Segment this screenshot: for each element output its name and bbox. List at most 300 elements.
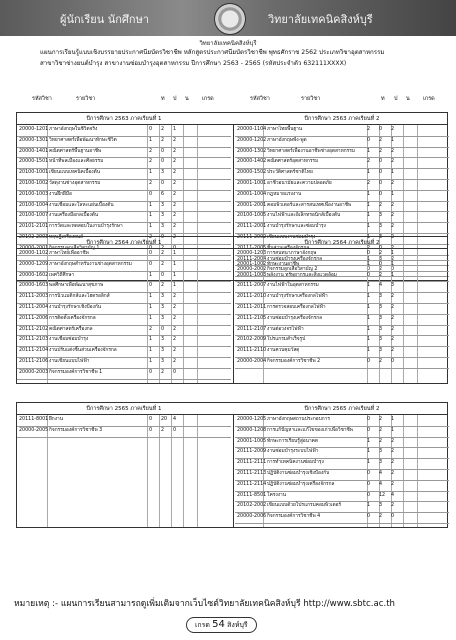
course-name: งานควบคุมวัสดุ <box>267 348 300 354</box>
course-code: 20111-2104 <box>19 348 49 354</box>
course-credits: 1 <box>391 417 395 422</box>
course-credits: 2 <box>391 337 395 343</box>
course-practice-hours: 0 <box>379 261 383 267</box>
course-practice-hours: 2 <box>161 251 165 256</box>
semester-block <box>16 236 448 384</box>
course-row <box>235 157 449 167</box>
course-code: 20100-1005 <box>237 213 267 219</box>
semester-title: ปีการศึกษา 2564 ภาคเรียนที่ 1 <box>86 240 162 246</box>
page-number-badge <box>186 617 257 633</box>
course-theory-hours: 1 <box>367 261 371 267</box>
course-name: งานฝึกฝีมือ <box>49 191 72 197</box>
course-code: 20111-2111 <box>237 460 267 466</box>
course-credits: 2 <box>173 148 177 154</box>
course-name: กิจกรรมองค์การวิชาชีพ 2 <box>267 359 321 364</box>
course-name: ภาษาอังกฤษสถานประกอบการ <box>267 417 330 422</box>
course-row <box>235 325 449 335</box>
course-credits: 4 <box>173 417 177 422</box>
semester-title: ปีการศึกษา 2565 ภาคเรียนที่ 1 <box>86 406 162 412</box>
course-name: ภาษาอังกฤษในชีวิตจริง <box>49 127 98 132</box>
course-theory-hours: 1 <box>367 224 371 230</box>
course-credits: 2 <box>173 315 177 321</box>
course-name: ทักษะการเรียนรู้สู่อนาคต <box>267 438 318 444</box>
semester-title: ปีการศึกษา 2563 ภาคเรียนที่ 1 <box>86 116 162 122</box>
course-row <box>235 147 449 157</box>
course-code: 20101-2101 <box>19 224 49 230</box>
course-code: 20000-1401 <box>19 148 49 154</box>
course-row <box>235 512 449 522</box>
course-row <box>17 157 231 167</box>
course-code: 20111-2114 <box>237 481 267 487</box>
page-suffix: สิงห์บุรี <box>227 621 248 629</box>
course-code: 20000-1208 <box>237 427 267 433</box>
course-practice-hours: 2 <box>379 272 383 278</box>
course-code: 20000-2006 <box>237 514 267 520</box>
course-practice-hours: 3 <box>161 294 165 300</box>
course-code: 20111-2107 <box>237 326 267 332</box>
footer-note: หมายเหตุ :- แผนการเรียนสามารถดูเพิ่มเติมจากเว็บไซต์วิทยาลัยเทคนิคสิงห์บุรี http://www.sbtc.ac.th <box>14 599 396 609</box>
course-name: งานเชื่อมซ่อมบำรุง <box>49 337 89 343</box>
course-credits: 2 <box>391 202 395 208</box>
course-theory-hours: 1 <box>149 170 153 176</box>
course-row <box>17 368 231 378</box>
course-practice-hours: 0 <box>379 159 383 165</box>
course-name: เพศวิถีศึกษา <box>49 272 75 278</box>
course-name: งานบำรุงรักษาเชิงป้องกัน <box>49 305 101 310</box>
course-practice-hours: 3 <box>161 315 165 321</box>
course-practice-hours: 0 <box>161 235 165 240</box>
course-credits: 1 <box>391 261 395 267</box>
course-practice-hours: 2 <box>379 438 383 444</box>
course-practice-hours: 2 <box>379 251 383 256</box>
course-row <box>17 281 231 291</box>
course-row <box>17 136 231 146</box>
course-credits: 2 <box>173 294 177 300</box>
course-practice-hours: 3 <box>379 224 383 230</box>
course-row <box>17 314 231 324</box>
course-theory-hours: 0 <box>367 417 371 422</box>
course-name: การตรวจสอบเครื่องกลไฟฟ้า <box>267 305 326 310</box>
course-practice-hours: 3 <box>379 348 383 354</box>
course-theory-hours: 2 <box>367 181 371 186</box>
course-practice-hours: 0 <box>161 159 165 165</box>
course-theory-hours: 0 <box>367 272 371 278</box>
course-name: วัสดุงานช่างอุตสาหกรรม <box>49 181 101 186</box>
course-row <box>17 335 231 345</box>
course-practice-hours: 3 <box>161 202 165 208</box>
course-row <box>235 335 449 345</box>
course-name: การติดตั้งเครื่องจักรกล <box>49 315 96 321</box>
course-code: 20111-2009 <box>237 449 267 455</box>
course-practice-hours: 3 <box>379 337 383 343</box>
course-practice-hours: 6 <box>161 191 165 197</box>
row-divider <box>235 368 449 369</box>
course-practice-hours: 3 <box>161 213 165 219</box>
course-code: 20000-1104 <box>237 127 267 132</box>
row-divider <box>235 523 449 524</box>
course-name: เขียนแบบเทคนิคเบื้องต้น <box>49 170 100 176</box>
course-name: งานเชื่อมและโลหะแผ่นเบื้องต้น <box>49 202 114 208</box>
course-code: 20000-1205 <box>237 417 267 422</box>
course-practice-hours: 2 <box>161 283 165 289</box>
course-credits: 2 <box>173 359 177 364</box>
course-code: 20111-2113 <box>237 471 267 476</box>
course-credits: 2 <box>391 148 395 154</box>
course-code: 20111-2103 <box>19 337 49 343</box>
course-practice-hours: 3 <box>379 503 383 509</box>
course-row <box>17 125 231 135</box>
course-name: โครงงาน <box>267 492 287 498</box>
course-credits: 1 <box>173 283 177 289</box>
course-credits: 0 <box>173 369 177 375</box>
course-theory-hours: 0 <box>149 251 153 256</box>
course-credits: 2 <box>173 181 177 186</box>
course-credits: 2 <box>391 159 395 165</box>
course-theory-hours: 0 <box>149 283 153 289</box>
course-name: เขียนแบบด้วยโปรแกรมคอมพิวเตอร์ <box>267 503 342 509</box>
course-theory-hours: 0 <box>367 481 371 487</box>
course-row <box>17 292 231 302</box>
course-practice-hours: 3 <box>161 305 165 310</box>
course-credits: 2 <box>391 348 395 354</box>
course-theory-hours: 1 <box>367 191 371 197</box>
course-theory-hours: 1 <box>149 224 153 230</box>
course-credits: 1 <box>173 127 177 132</box>
column-header-t-right: ท <box>381 96 385 102</box>
course-name: คอมพิวเตอร์และสารสนเทศเพื่องานอาชีพ <box>267 202 352 208</box>
course-row <box>235 447 449 457</box>
course-name: คณิตศาสตร์เครื่องกล <box>49 326 93 332</box>
course-row <box>17 426 231 436</box>
course-row <box>17 357 231 367</box>
row-divider <box>17 379 231 380</box>
course-theory-hours: 1 <box>367 294 371 300</box>
course-practice-hours: 0 <box>161 181 165 186</box>
course-credits: 2 <box>173 305 177 310</box>
course-theory-hours: 2 <box>149 148 153 154</box>
course-code: 20111-2002 <box>237 235 267 240</box>
course-name: งานต่อวงจรไฟฟ้า <box>267 326 304 332</box>
course-practice-hours: 12 <box>379 492 386 498</box>
course-credits: 2 <box>173 191 177 197</box>
course-code: 20100-1004 <box>19 202 49 208</box>
course-row <box>235 480 449 490</box>
course-name: งานเขียนแบบไฟฟ้า <box>49 359 90 364</box>
course-theory-hours: 1 <box>367 305 371 310</box>
course-theory-hours: 1 <box>367 348 371 354</box>
course-theory-hours: 1 <box>367 449 371 455</box>
course-credits: 2 <box>391 181 395 186</box>
course-credits: 2 <box>391 449 395 455</box>
course-row <box>17 346 231 356</box>
course-row <box>235 281 449 291</box>
course-credits: 3 <box>391 283 395 289</box>
course-theory-hours: 1 <box>367 438 371 444</box>
course-name: ภาษาไทยเพื่ออาชีพ <box>49 251 89 256</box>
course-row <box>17 325 231 335</box>
course-theory-hours: 1 <box>149 202 153 208</box>
course-practice-hours: 4 <box>379 471 383 476</box>
course-theory-hours: 1 <box>149 213 153 219</box>
course-theory-hours: 0 <box>367 471 371 476</box>
course-code: 20111-2011 <box>237 305 267 310</box>
course-theory-hours: 2 <box>149 326 153 332</box>
course-name: กิจกรรมองค์การวิชาชีพ 3 <box>49 427 103 433</box>
course-row <box>235 501 449 511</box>
course-code: 20100-1002 <box>19 181 49 186</box>
course-practice-hours: 4 <box>379 481 383 487</box>
column-divider <box>233 248 234 383</box>
course-practice-hours: 2 <box>379 148 383 154</box>
semester-title: ปีการศึกษา 2565 ภาคเรียนที่ 2 <box>304 406 380 412</box>
column-header-n: น <box>185 96 189 102</box>
course-code: 20000-2003 <box>19 369 49 375</box>
course-name: งานไฟฟ้าและอิเล็กทรอนิกส์เบื้องต้น <box>267 213 341 219</box>
column-header-code: รหัสวิชา <box>32 96 52 102</box>
column-header-p: ป <box>173 96 177 102</box>
course-name: ภาษาไทยพื้นฐาน <box>267 127 303 132</box>
page-number: 54 <box>212 619 225 630</box>
course-code: 20111-2004 <box>19 305 49 310</box>
course-name: ทักษะงานอาชีพ <box>267 261 300 267</box>
course-row <box>235 249 449 259</box>
course-theory-hours: 1 <box>367 337 371 343</box>
course-practice-hours: 3 <box>379 315 383 321</box>
course-code: 20000-1202 <box>237 137 267 143</box>
course-code: 20102-2009 <box>237 337 267 343</box>
course-name: การแก้ปัญหาและแก้ไขของเก่าเพื่อวิชาชีพ <box>267 427 353 433</box>
course-code: 20001-1001 <box>237 181 267 186</box>
course-credits: 1 <box>173 272 177 278</box>
course-credits: 2 <box>173 235 177 240</box>
course-row <box>235 426 449 436</box>
course-name: การทำเทคนิคงานซ่อมบำรุง <box>267 460 324 466</box>
course-code: 20001-1005 <box>237 438 267 444</box>
course-theory-hours: 0 <box>149 261 153 267</box>
course-name: ประวัติศาสตร์ชาติไทย <box>267 170 313 176</box>
course-credits: 2 <box>173 202 177 208</box>
course-practice-hours: 2 <box>161 137 165 143</box>
course-code: 20111-8001 <box>19 417 49 422</box>
course-theory-hours: 0 <box>367 514 371 520</box>
course-code: 20000-2005 <box>19 427 49 433</box>
course-theory-hours: 2 <box>149 159 153 165</box>
document-title <box>40 47 440 69</box>
course-theory-hours: 1 <box>149 137 153 143</box>
column-header-row <box>16 94 448 104</box>
course-code: 20111-2110 <box>237 348 267 354</box>
course-theory-hours: 1 <box>367 170 371 176</box>
course-theory-hours: 1 <box>149 337 153 343</box>
course-row <box>235 437 449 447</box>
course-row <box>17 271 231 281</box>
course-name: การนิวแมติกส์และไฮดรอลิกส์ <box>49 294 110 300</box>
course-credits: 1 <box>391 170 395 176</box>
course-row <box>235 458 449 468</box>
course-row <box>17 260 231 270</box>
course-name: กิจกรรมองค์การวิชาชีพ 4 <box>267 514 321 520</box>
course-credits: 2 <box>391 294 395 300</box>
course-credits: 2 <box>391 305 395 310</box>
course-row <box>235 125 449 135</box>
course-practice-hours: 2 <box>161 427 165 433</box>
course-theory-hours: 0 <box>367 492 371 498</box>
course-code: 20111-2003 <box>19 294 49 300</box>
course-credits: 2 <box>391 438 395 444</box>
course-credits: 2 <box>391 224 395 230</box>
course-code: 20111-2001 <box>237 224 267 230</box>
column-header-code-right: รหัสวิชา <box>250 96 270 102</box>
course-credits: 2 <box>391 213 395 219</box>
course-row <box>235 168 449 178</box>
course-theory-hours: 1 <box>149 348 153 354</box>
course-credits: 2 <box>391 315 395 321</box>
course-row <box>235 346 449 356</box>
course-name: งานปรับแต่งชิ้นส่วนเครื่องจักรกล <box>49 348 117 354</box>
header-left-text: ผู้นักเรียน นักศึกษา <box>60 13 150 26</box>
course-code: 20001-2001 <box>237 202 267 208</box>
course-credits: 0 <box>391 359 395 364</box>
course-code: 20111-2105 <box>237 315 267 321</box>
course-name: งานบำรุงรักษาและซ่อมบำรุง <box>267 224 326 230</box>
semester-title: ปีการศึกษา 2563 ภาคเรียนที่ 2 <box>304 116 380 122</box>
course-practice-hours: 3 <box>379 449 383 455</box>
course-code: 20111-2007 <box>237 283 267 289</box>
course-row <box>17 147 231 157</box>
course-code: 20100-1007 <box>19 213 49 219</box>
course-code: 20000-1301 <box>19 137 49 143</box>
course-name: การวัดและทดสอบในงานบำรุงรักษา <box>49 224 123 230</box>
course-code: 20000-1102 <box>19 251 49 256</box>
title-line-1: แผนการเรียนรู้แบบเชิงบรรยายประกาศนียบัตรวิชาชีพ หลักสูตรประกาศนียบัตรวิชาชีพ พุทธศักราช 2562 ประเภทวิชาอุตสาหกรรม <box>40 49 385 56</box>
column-header-grade-right: เกรด <box>423 96 435 102</box>
course-practice-hours: 3 <box>379 213 383 219</box>
course-credits: 1 <box>173 261 177 267</box>
course-credits: 1 <box>391 137 395 143</box>
course-code: 20000-1201 <box>19 127 49 132</box>
course-credits: 2 <box>173 224 177 230</box>
column-divider <box>233 414 234 527</box>
course-credits: 2 <box>173 137 177 143</box>
course-theory-hours: 0 <box>149 427 153 433</box>
course-row <box>235 303 449 313</box>
course-row <box>235 314 449 324</box>
course-practice-hours: 2 <box>379 514 383 520</box>
course-credits: 2 <box>173 170 177 176</box>
course-credits: 2 <box>391 326 395 332</box>
course-practice-hours: 2 <box>161 261 165 267</box>
course-row <box>235 415 449 425</box>
course-practice-hours: 3 <box>161 348 165 354</box>
course-row <box>17 222 231 232</box>
course-row <box>17 190 231 200</box>
course-theory-hours: 2 <box>367 127 371 132</box>
course-practice-hours: 0 <box>161 148 165 154</box>
course-practice-hours: 3 <box>379 294 383 300</box>
column-header-p-right: ป <box>394 96 398 102</box>
column-header-name-right: รายวิชา <box>301 96 321 102</box>
course-credits: 2 <box>173 213 177 219</box>
semester-title: ปีการศึกษา 2564 ภาคเรียนที่ 2 <box>304 240 380 246</box>
course-name: งานบำรุงรักษาเครื่องกลไฟฟ้า <box>267 294 328 300</box>
course-row <box>235 491 449 501</box>
course-credits: 0 <box>391 514 395 520</box>
course-name: พลศึกษาเพื่อพัฒนาสุขภาพ <box>49 283 104 289</box>
college-logo-icon <box>214 3 246 35</box>
course-code: 20000-1602 <box>19 272 49 278</box>
course-credits: 2 <box>173 326 177 332</box>
course-code: 20000-1502 <box>237 170 267 176</box>
course-theory-hours: 0 <box>149 417 153 422</box>
course-row <box>235 136 449 146</box>
course-credits: 2 <box>173 337 177 343</box>
course-code: 20000-2004 <box>237 359 267 364</box>
course-row <box>235 271 449 281</box>
course-theory-hours: 1 <box>149 315 153 321</box>
course-practice-hours: 0 <box>379 127 383 132</box>
course-name: ทฤษฎีเครื่องยนต์ <box>49 235 84 240</box>
course-theory-hours: 0 <box>149 369 153 375</box>
course-theory-hours: 1 <box>367 326 371 332</box>
header-banner <box>0 0 456 36</box>
course-practice-hours: 2 <box>379 202 383 208</box>
course-code: 20111-2106 <box>19 359 49 364</box>
header-right-text: วิทยาลัยเทคนิคสิงห์บุรี <box>268 13 373 26</box>
course-code: 20001-1002 <box>237 261 267 267</box>
course-theory-hours: 1 <box>367 202 371 208</box>
course-name: พลังงาน ทรัพยากรและสิ่งแวดล้อม <box>267 272 337 278</box>
course-row <box>235 469 449 479</box>
course-practice-hours: 0 <box>379 191 383 197</box>
course-practice-hours: 20 <box>161 417 168 422</box>
course-practice-hours: 3 <box>161 337 165 343</box>
course-name: เขียนแบบงานซ่อมบำรุง <box>267 235 316 240</box>
course-credits: 1 <box>173 251 177 256</box>
course-name: คณิตศาสตร์อุตสาหกรรม <box>267 159 319 165</box>
course-theory-hours: 1 <box>149 272 153 278</box>
course-theory-hours: 0 <box>367 251 371 256</box>
course-name: โปรแกรมสำเร็จรูป <box>267 337 306 343</box>
course-credits: 2 <box>391 235 395 240</box>
course-row <box>17 168 231 178</box>
course-theory-hours: 1 <box>149 294 153 300</box>
course-row <box>235 357 449 367</box>
course-practice-hours: 0 <box>161 326 165 332</box>
course-row <box>235 292 449 302</box>
course-name: งานเครื่องมือกลเบื้องต้น <box>49 213 99 219</box>
course-code: 20000-1302 <box>237 148 267 154</box>
course-code: 20001-1004 <box>237 191 267 197</box>
course-row <box>17 179 231 189</box>
course-practice-hours: 3 <box>161 359 165 364</box>
course-theory-hours: 1 <box>149 359 153 364</box>
title-line-2: สาขาวิชาช่างยนต์บำรุง สาขางานซ่อมบำรุงอุตสาหกรรม ปีการศึกษา 2563 - 2565 (รหัสประจำตัว 632111XXXX) <box>40 60 347 67</box>
course-name: วิทยาศาสตร์เพื่องานอาชีพช่างอุตสาหกรรม <box>267 148 355 154</box>
course-row <box>235 211 449 221</box>
page-label: เกรด <box>195 621 210 629</box>
column-header-n-right: น <box>406 96 410 102</box>
course-practice-hours: 2 <box>379 417 383 422</box>
course-code: 20102-2003 <box>19 235 49 240</box>
course-theory-hours: 1 <box>367 235 371 240</box>
course-practice-hours: 2 <box>161 127 165 132</box>
course-code: 20100-1003 <box>19 191 49 197</box>
course-theory-hours: 2 <box>149 181 153 186</box>
course-row <box>235 190 449 200</box>
course-credits: 2 <box>391 503 395 509</box>
course-theory-hours: 1 <box>149 305 153 310</box>
column-header-name: รายวิชา <box>76 96 96 102</box>
